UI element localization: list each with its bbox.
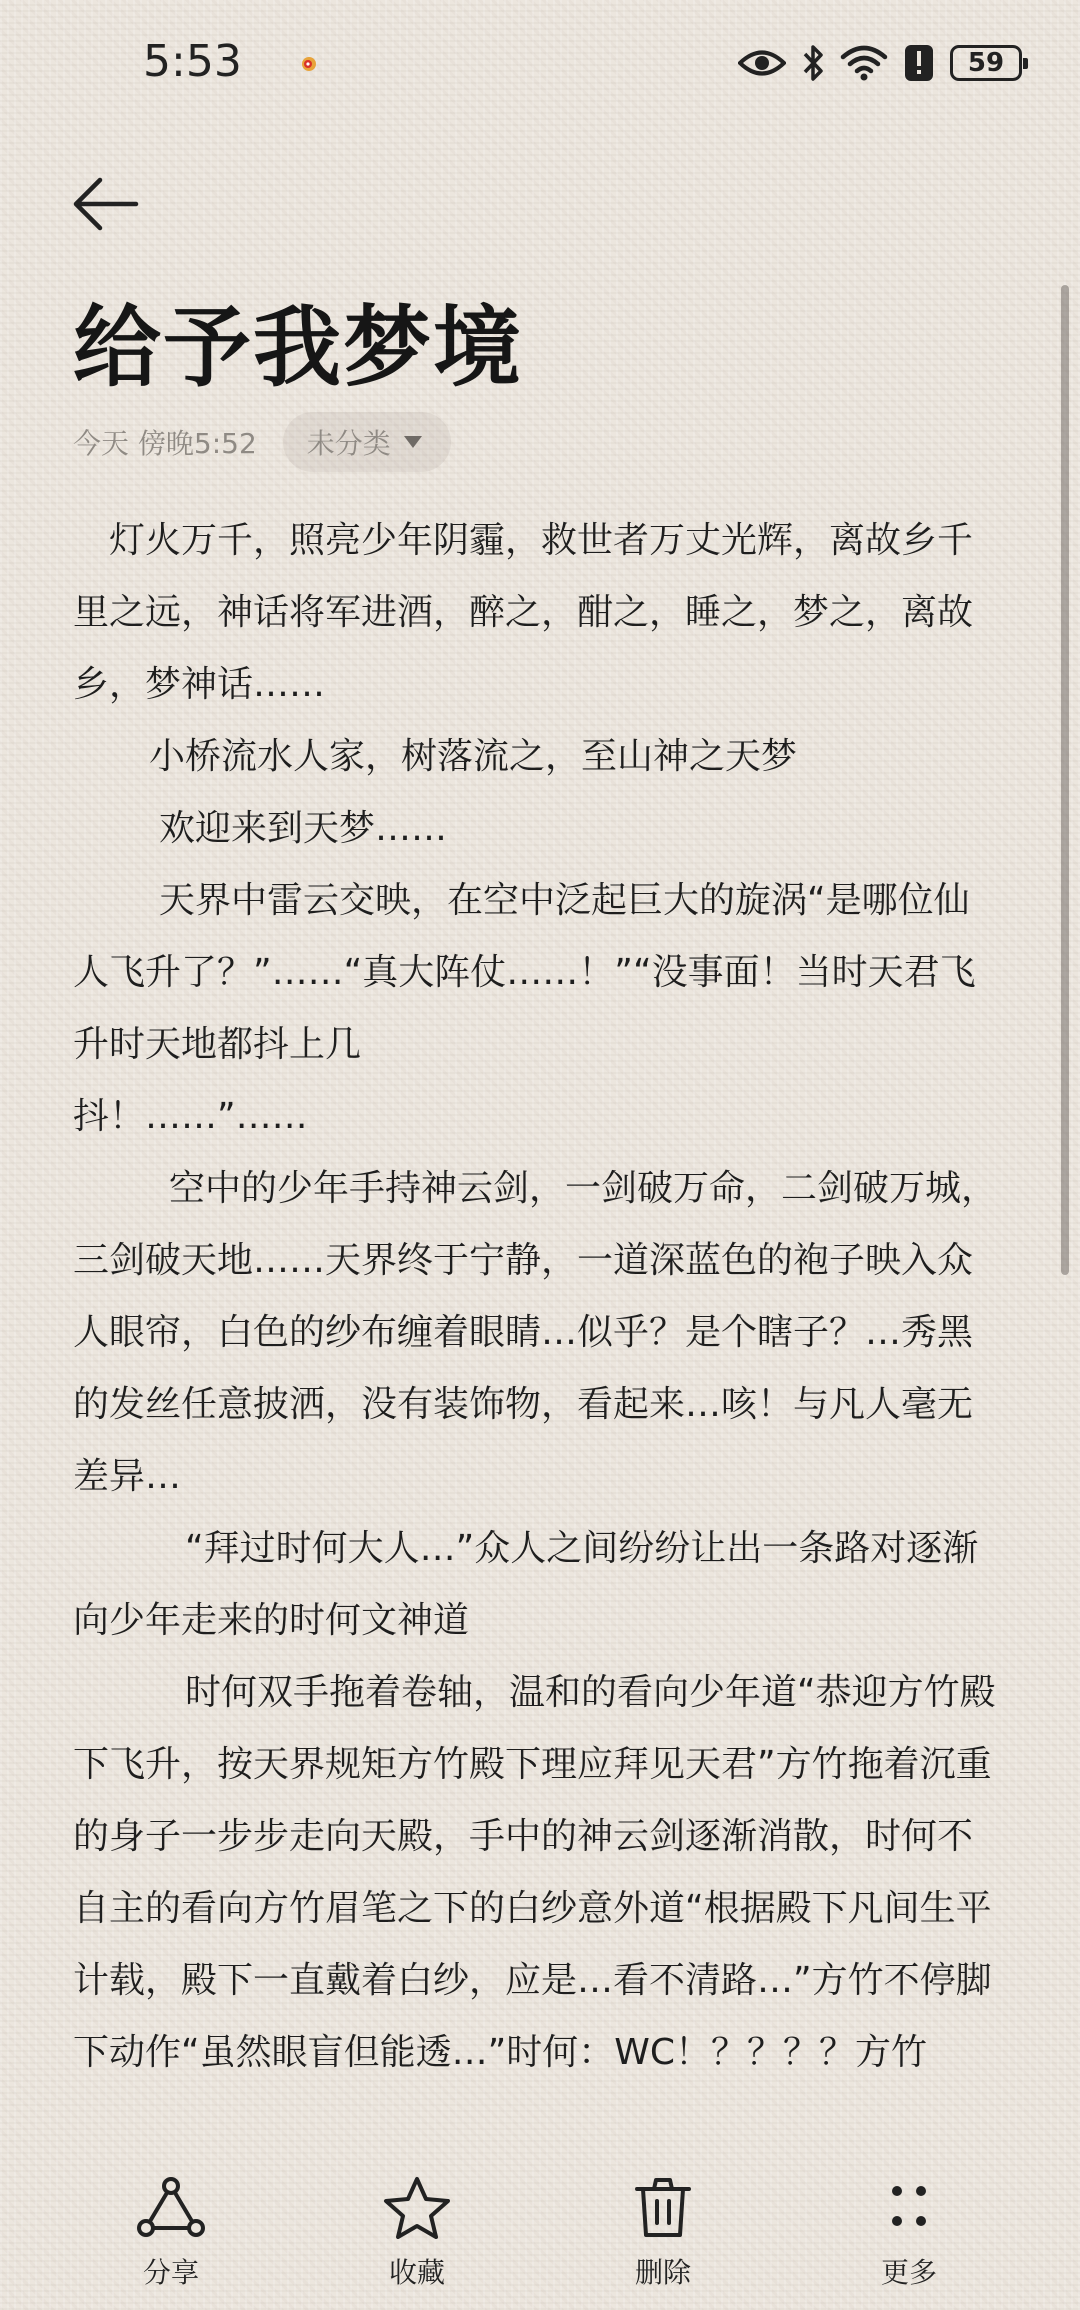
bottom-action-bar bbox=[0, 2165, 1080, 2310]
delete-button[interactable] bbox=[583, 2165, 743, 2310]
note-title[interactable]: 给予我梦境 bbox=[73, 296, 524, 399]
paragraph: 灯火万千，照亮少年阴霾，救世者万丈光辉，离故乡千里之远，神话将军进酒，醉之，酣之，睡之，梦之，离故乡，梦神话…… bbox=[73, 520, 974, 705]
bluetooth-icon bbox=[802, 44, 824, 82]
triangle-down-icon bbox=[403, 435, 423, 449]
note-date: 今天 傍晚5:52 bbox=[73, 427, 257, 460]
paragraph: 天界中雷云交映，在空中泛起巨大的旋涡“是哪位仙人飞升了？”……“真大阵仗……！”“没事面！当时天君飞升时天地都抖上几 bbox=[73, 880, 976, 1065]
weibo-notification-icon bbox=[300, 55, 318, 73]
trash-icon bbox=[627, 2175, 699, 2239]
scrollbar-thumb[interactable] bbox=[1061, 285, 1069, 1275]
share-label: 分享 bbox=[142, 2256, 199, 2289]
category-dropdown[interactable] bbox=[283, 412, 451, 472]
alert-icon bbox=[904, 44, 934, 82]
battery-icon: 59 bbox=[950, 45, 1022, 81]
more-button[interactable] bbox=[829, 2165, 989, 2310]
paragraph: 抖！……”…… bbox=[73, 1096, 308, 1137]
eye-icon bbox=[738, 48, 786, 78]
star-icon bbox=[381, 2175, 453, 2239]
category-label: 未分类 bbox=[306, 427, 391, 460]
wifi-icon bbox=[840, 45, 888, 81]
arrow-left-icon bbox=[70, 168, 142, 240]
paragraph: “拜过时何大人…”众人之间纷纷让出一条路对逐渐向少年走来的时何文神道 bbox=[73, 1528, 979, 1641]
more-label: 更多 bbox=[880, 2256, 937, 2289]
status-bar bbox=[0, 0, 1080, 130]
favorite-label: 收藏 bbox=[388, 2256, 445, 2289]
back-button[interactable] bbox=[70, 168, 142, 240]
paragraph: 欢迎来到天梦…… bbox=[159, 808, 448, 849]
status-time: 5:53 bbox=[143, 36, 242, 87]
paragraph: 时何双手拖着卷轴，温和的看向少年道“恭迎方竹殿下飞升，按天界规矩方竹殿下理应拜见天君”方竹拖着沉重的身子一步步走向天殿，手中的神云剑逐渐消散，时何不自主的看向方竹眉笔之下的白纱意外道“根据殿下凡间生平计载，殿下一直戴着白纱，应是…看不清路…”方竹不停脚下动作“虽然眼盲但能透…”时何：WC！？？？？方竹 bbox=[73, 1672, 996, 2073]
delete-label: 删除 bbox=[634, 2256, 691, 2289]
status-icons bbox=[738, 38, 1022, 88]
more-dots-icon bbox=[873, 2175, 945, 2239]
note-meta bbox=[73, 412, 451, 472]
share-button[interactable] bbox=[91, 2165, 251, 2310]
share-icon bbox=[135, 2175, 207, 2239]
favorite-button[interactable] bbox=[337, 2165, 497, 2310]
note-body[interactable] bbox=[73, 505, 1003, 2089]
paragraph: 空中的少年手持神云剑，一剑破万命，二剑破万城，三剑破天地……天界终于宁静，一道深蓝色的袍子映入众人眼帘，白色的纱布缠着眼睛…似乎？是个瞎子？…秀黑的发丝任意披洒，没有装饰物，看起来…咳！与凡人毫无差异… bbox=[73, 1168, 998, 1497]
paragraph: 小桥流水人家，树落流之，至山神之天梦 bbox=[149, 736, 798, 777]
